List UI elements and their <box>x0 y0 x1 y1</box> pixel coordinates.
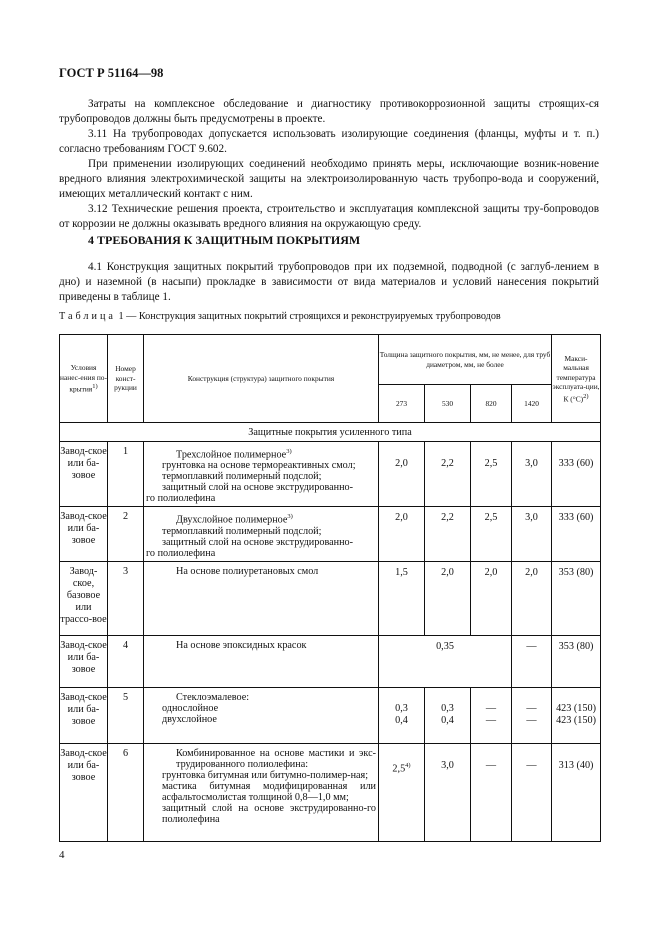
paragraph-1: Затраты на комплексное обследование и диагностику противокоррозионной защиты строящих-ся трубопроводов должны быть предусмотрены в проекте. <box>59 98 599 125</box>
paragraph-2: При применении изолирующих соединений необходимо принять меры, исключающие возник-новение вредного влияния электрохимической защиты на электроизолированную часть трубопро-вода и сооружений, имеющих металлический контакт с ним. <box>59 158 599 200</box>
paragraph-4-1: 4.1 Конструкция защитных покрытий трубопроводов при их подземной, подводной (с заглуб-лением в дно) и наземной (в насыпи) прокладке в зависимости от вида материалов и условий нанесения покрытий приведены в таблице 1. <box>59 261 599 303</box>
header-construction: Конструкция (структура) защитного покрытия <box>144 335 379 423</box>
paragraph-3-11: 3.11 На трубопроводах допускается использовать изолирующие соединения (фланцы, муфты и т. п.) согласно требованиям ГОСТ 9.602. <box>59 128 599 155</box>
coatings-table <box>59 334 601 842</box>
diameter-820: 820 <box>471 385 512 423</box>
page-number: 4 <box>59 849 65 861</box>
section-title: 4 ТРЕБОВАНИЯ К ЗАЩИТНЫМ ПОКРЫТИЯМ <box>88 233 361 247</box>
table-row: Завод-ское, базовое или трассо-вое 3 На основе полиуретановых смол 1,5 2,0 2,0 2,0 353 (80) <box>60 562 601 636</box>
header-conditions: Условия нанес-ения по-крытия$^{1)}$ <box>60 335 108 423</box>
table-caption <box>59 311 501 322</box>
table-row: Завод-ское или ба-зовое 6 Комбинированное на основе мастики и экс-трудированного полиолефина: грунтовка битумная или битумно-полимер-ная; мастика битумная модифицированная или асфальтосмолистая толщиной 0,8—1,0 мм; защитный слой на основе экструдированно-го полиолефина 2,5$^{4)}$ 3,0 — — 313 (40) <box>60 744 601 842</box>
diameter-273: 273 <box>379 385 425 423</box>
diameter-530: 530 <box>425 385 471 423</box>
table-row: Завод-ское или ба-зовое 4 На основе эпоксидных красок 0,35 — 353 (80) <box>60 636 601 688</box>
table-row: Завод-ское или ба-зовое 1 Трехслойное полимерное$^{3)}$ грунтовка на основе термореактивных смол; термоплавкий полимерный подслой; защитный слой на основе экструдированно- го полиолефина 2,0 2,2 2,5 3,0 333 (60) <box>60 442 601 507</box>
caption-label: Таблица <box>59 311 116 322</box>
caption-text: 1 — Конструкция защитных покрытий строящихся и реконструируемых трубопроводов <box>118 311 501 322</box>
table-row: Завод-ское или ба-зовое 2 Двухслойное полимерное$^{3)}$ термоплавкий полимерный подслой; защитный слой на основе экструдированно- го полиолефина 2,0 2,2 2,5 3,0 333 (60) <box>60 507 601 562</box>
diameter-1420: 1420 <box>512 385 552 423</box>
paragraph-3-12: 3.12 Технические решения проекта, строительство и эксплуатация комплексной защиты тру-бопроводов от коррозии не должны оказывать вредного влияния на окружающую среду. <box>59 203 599 230</box>
intro-paragraph <box>59 97 599 232</box>
header-thickness: Толщина защитного покрытия, мм, не менее, для труб диаметром, мм, не более <box>379 335 552 385</box>
table-subheader: Защитные покрытия усиленного типа <box>60 423 601 442</box>
document-header: ГОСТ Р 51164—98 <box>59 66 164 80</box>
header-number: Номер конст-рукции <box>108 335 144 423</box>
header-temperature: Макси-мальная температура эксплуата-ции, К $(^\circ С)^{2)}$ <box>552 335 601 423</box>
table-row: Завод-ское или ба-зовое 5 Стеклоэмалевое: однослойное двухслойное 0,3 0,4 0,3 0,4 — — — — 423 (150) 423 (150) <box>60 688 601 744</box>
